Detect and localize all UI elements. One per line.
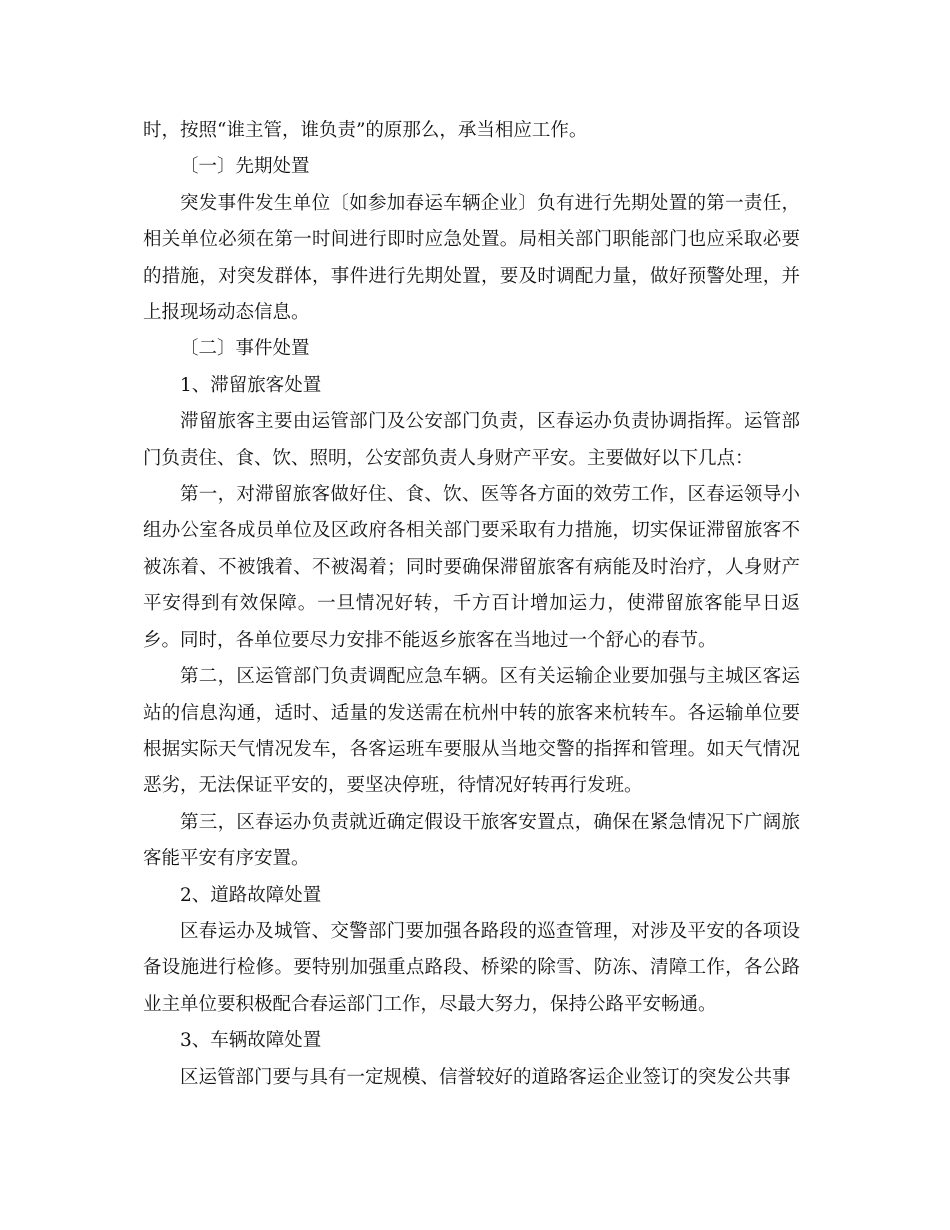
section-heading: 〔一〕先期处置 [180, 156, 310, 178]
subsection-heading: 2、道路故障处置 [180, 884, 322, 906]
paragraph: 滞留旅客主要由运管部门及公安部门负责，区春运办负责协调指挥。运管部门负责住、食、饮、照明，公安部负责人身财产平安。主要做好以下几点： [143, 411, 800, 469]
subsection-heading: 1、滞留旅客处置 [180, 374, 322, 396]
paragraph: 时，按照“谁主管，谁负责”的原那么，承当相应工作。 [143, 120, 588, 141]
subsection-heading: 3、车辆故障处置 [180, 1030, 322, 1052]
paragraph: 第二，区运管部门负责调配应急车辆。区有关运输企业要加强与主城区客运站的信息沟通，适时、适量的发送需在杭州中转的旅客来杭转车。各运输单位要根据实际天气情况发车，各客运班车要服从当地交警的指挥和管理。如天气情况恶劣，无法保证平安的，要坚决停班，待情况好转再行发班。 [143, 666, 800, 797]
paragraph: 区运管部门要与具有一定规模、信誉较好的道路客运企业签订的突发公共事 [180, 1066, 791, 1088]
paragraph: 区春运办及城管、交警部门要加强各路段的巡查管理，对涉及平安的各项设备设施进行检修。要特别加强重点路段、桥梁的除雪、防冻、清障工作，各公路业主单位要积极配合春运部门工作，尽最大努力，保持公路平安畅通。 [143, 920, 800, 1015]
paragraph: 第一，对滞留旅客做好住、食、饮、医等各方面的效劳工作，区春运领导小组办公室各成员单位及区政府各相关部门要采取有力措施，切实保证滞留旅客不被冻着、不被饿着、不被渴着；同时要确保滞留旅客有病能及时治疗，人身财产平安得到有效保障。一旦情况好转，千方百计增加运力，使滞留旅客能早日返乡。同时，各单位要尽力安排不能返乡旅客在当地过一个舒心的春节。 [143, 484, 800, 651]
paragraph: 突发事件发生单位〔如参加春运车辆企业〕负有进行先期处置的第一责任，相关单位必须在第一时间进行即时应急处置。局相关部门职能部门也应采取必要的措施，对突发群体，事件进行先期处置，要及时调配力量，做好预警处理，并上报现场动态信息。 [143, 192, 800, 324]
section-heading: 〔二〕事件处置 [180, 338, 310, 360]
paragraph: 第三，区春运办负责就近确定假设干旅客安置点，确保在紧急情况下广阔旅客能平安有序安置。 [143, 811, 800, 870]
